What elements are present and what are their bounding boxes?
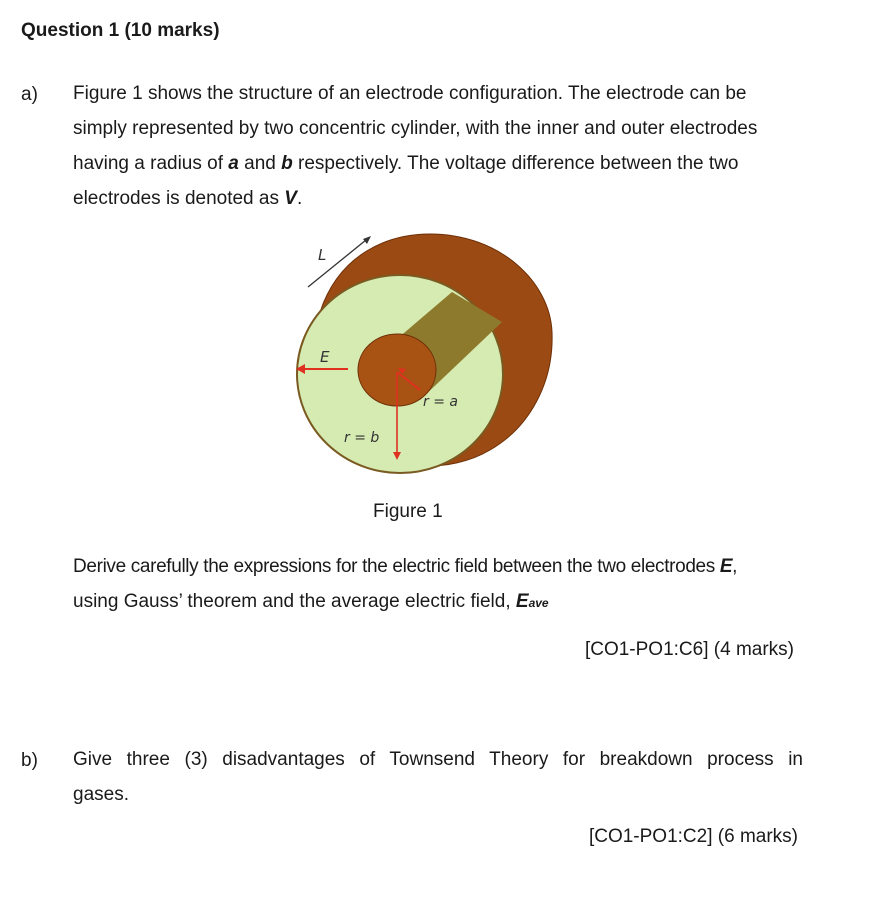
part-a-label: a) [21,84,38,105]
figure-caption: Figure 1 [373,501,443,522]
label-r-b: r = b [344,430,380,446]
electrode-figure [280,222,580,484]
intro-line-2: simply represented by two concentric cylinder, with the inner and outer electrodes [73,118,758,139]
var-b: b [281,153,293,174]
part-a-marks: [CO1-PO1:C6] (4 marks) [584,639,794,660]
task-line-1: Derive carefully the expressions for the electric field between the two electrodes E, [73,556,738,577]
part-b-marks: [CO1-PO1:C2] (6 marks) [588,826,798,847]
var-E-ave-subscript: ave [528,596,549,610]
part-a-task [73,549,813,621]
intro-line-4: electrodes is denoted as V. [73,188,303,209]
part-b-line-1: Give three (3) disadvantages of Townsend Theory for breakdown process in [73,749,803,770]
var-E: E [719,556,733,577]
var-E-ave: E [515,591,529,612]
label-L: L [318,246,327,264]
var-v: V [284,188,297,209]
var-a: a [228,153,239,174]
part-a-intro [73,76,803,216]
intro-line-3: having a radius of a and b respectively. The voltage difference between the two [73,153,739,174]
part-b-text [73,742,803,812]
part-b-label: b) [21,750,38,771]
intro-line-1: Figure 1 shows the structure of an electrode configuration. The electrode can be [73,83,747,104]
task-line-2: using Gauss’ theorem and the average electric field, Eave [73,591,549,612]
label-r-a: r = a [423,394,458,410]
part-b-line-2: gases. [73,784,129,805]
question-title: Question 1 (10 marks) [21,20,220,41]
label-E: E [320,348,330,366]
